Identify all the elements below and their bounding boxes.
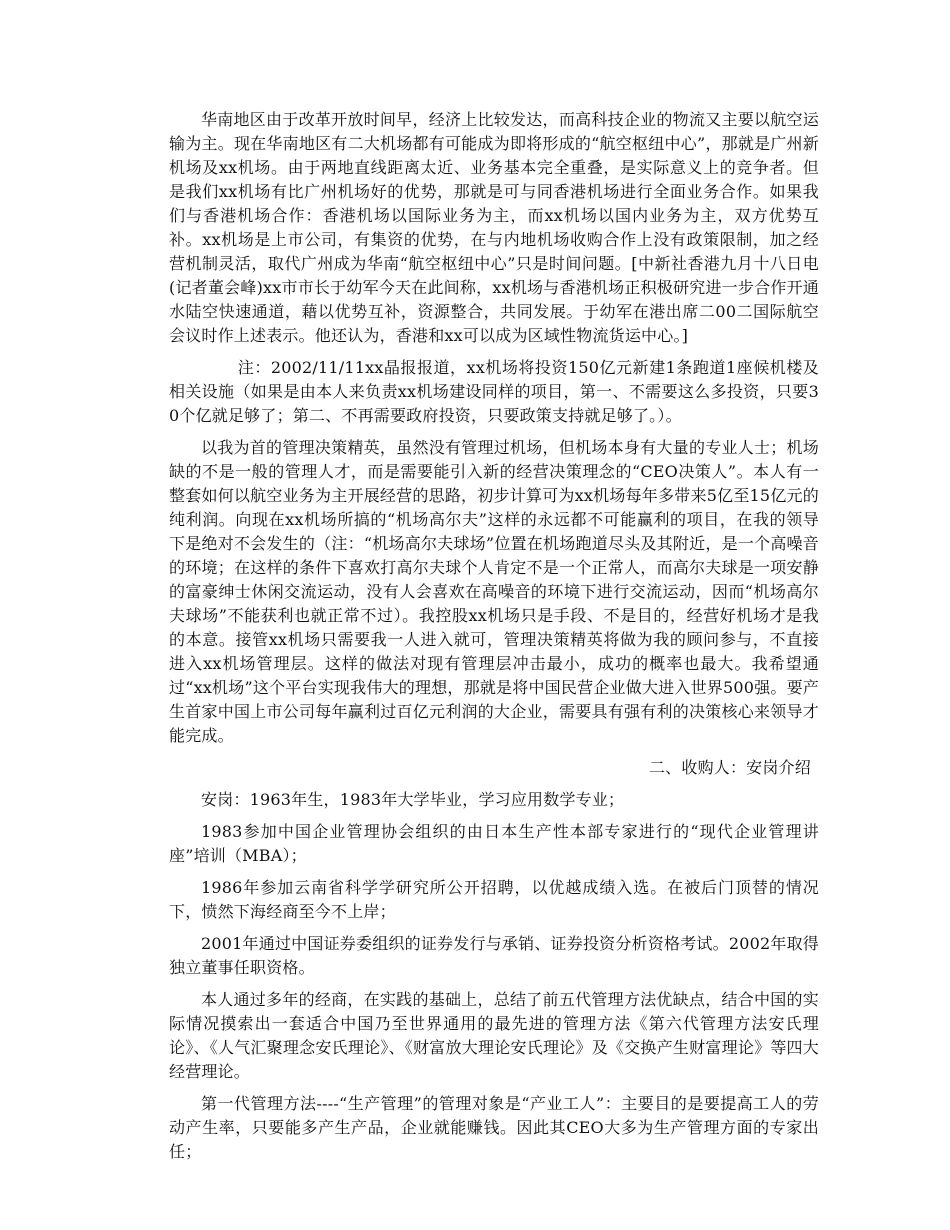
- section-heading-acquirer: 二、收购人：安岗介绍: [648, 758, 811, 777]
- paragraph-south-china-airports: 华南地区由于改革开放时间早，经济上比较发达，而高科技企业的物流又主要以航空运输为主。现在华南地区有二大机场都有可能成为即将形成的“航空枢纽中心”，那就是广州新机场及xx机场。由于两地直线距离太近、业务基本完全重叠，是实际意义上的竞争者。但是我们xx机场有比广州机场好的优势，那就是可与同香港机场进行全面业务合作。如果我们与香港机场合作：香港机场以国际业务为主，而xx机场以国内业务为主，双方优势互补。xx机场是上市公司，有集资的优势，在与内地机场收购合作上没有政策限制，加之经营机制灵活，取代广州成为华南“航空枢纽中心”只是时间问题。[中新社香港九月十八日电(记者董会峰)xx市市长于幼军今天在此间称，xx机场与香港机场正积极研究进一步合作开通水陆空快速通道，藉以优势互补，资源整合，共同发展。于幼军在港出席二00二国际航空会议时作上述表示。他还认为，香港和xx可以成为区域性物流货运中心。]: [169, 110, 819, 345]
- paragraph-bio-1986: 1986年参加云南省科学学研究所公开招聘，以优越成绩入选。在被后门顶替的情况下，愤然下海经商至今不上岸；: [169, 878, 819, 921]
- paragraph-bio-1983: 1983参加中国企业管理协会组织的由日本生产性本部专家进行的“现代企业管理讲座”培训（MBA）；: [169, 822, 819, 865]
- paragraph-bio-2001: 2001年通过中国证券委组织的证券发行与承销、证券投资分析资格考试。2002年取得独立董事任职资格。: [169, 934, 819, 977]
- paragraph-note-investment: 注：2002/11/11xx晶报报道，xx机场将投资150亿元新建1条跑道1座候机楼及相关设施（如果是由本人来负责xx机场建设同样的项目，第一、不需要这么多投资，只要30个亿就足够了；第二、不再需要政府投资，只要政策支持就足够了。）。: [169, 358, 819, 425]
- paragraph-management-theories: 本人通过多年的经商，在实践的基础上，总结了前五代管理方法优缺点，结合中国的实际情况摸索出一套适合中国乃至世界通用的最先进的管理方法《第六代管理方法安氏理论》、《人气汇聚理念安氏理论》、《财富放大理论安氏理论》及《交换产生财富理论》等四大经营理论。: [169, 990, 819, 1081]
- paragraph-bio-birth: 安岗：1963年生，1983年大学毕业，学习应用数学专业；: [201, 790, 625, 809]
- document-page: [169, 108, 819, 1172]
- paragraph-management-elite: 以我为首的管理决策精英，虽然没有管理过机场，但机场本身有大量的专业人士；机场缺的不是一般的管理人才，而是需要能引入新的经营决策理念的“CEO决策人”。本人有一整套如何以航空业务为主开展经营的思路，初步计算可为xx机场每年多带来5亿至15亿元的纯利润。向现在xx机场所搞的“机场高尔夫”这样的永远都不可能赢利的项目，在我的领导下是绝对不会发生的（注：“机场高尔夫球场”位置在机场跑道尽头及其附近，是一个高噪音的环境；在这样的条件下喜欢打高尔夫球个人肯定不是一个正常人，而高尔夫球是一项安静的富豪绅士休闲交流运动，没有人会喜欢在高噪音的环境下进行交流运动，因而“机场高尔夫球场”不能获利也就正常不过）。我控股xx机场只是手段、不是目的，经营好机场才是我的本意。接管xx机场只需要我一人进入就可，管理决策精英将做为我的顾问参与，不直接进入xx机场管理层。这样的做法对现有管理层冲击最小，成功的概率也最大。我希望通过“xx机场”这个平台实现我伟大的理想，那就是将中国民营企业做大进入世界500强。要产生首家中国上市公司每年赢利过百亿元利润的大企业，需要具有强有利的决策核心来领导才能完成。: [169, 438, 819, 745]
- paragraph-first-generation: 第一代管理方法----“生产管理”的管理对象是“产业工人”：主要目的是要提高工人的劳动产生率，只要能多产生产品，企业就能赚钱。因此其CEO大多为生产管理方面的专家出任；: [169, 1094, 819, 1161]
